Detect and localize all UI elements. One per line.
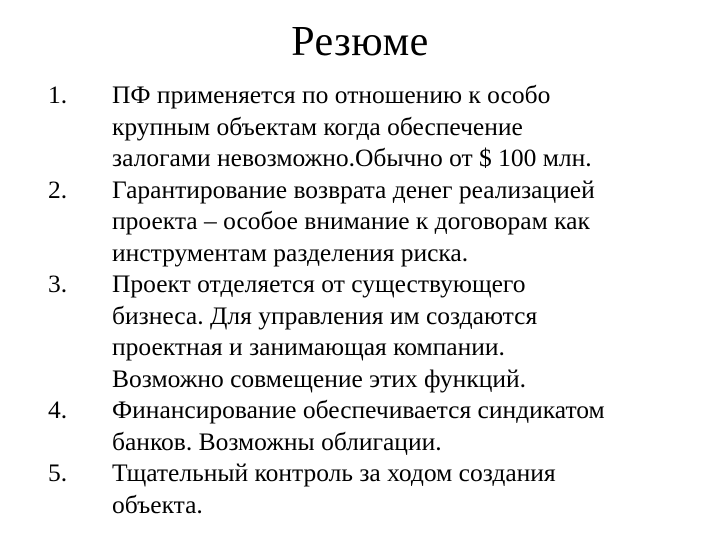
list-item-number: 3. bbox=[48, 269, 68, 298]
list-item bbox=[48, 394, 708, 457]
list-item-number: 2. bbox=[48, 174, 68, 204]
list-item-text bbox=[112, 268, 652, 394]
list-item-number: 5. bbox=[48, 458, 68, 487]
list-item-line: Финансирование обеспечивается синдикатом bbox=[112, 395, 605, 424]
list-item-line: проекта – особое внимание к договорам как bbox=[112, 206, 590, 235]
list-item-line: ПФ применяется по отношению к особо bbox=[112, 80, 551, 109]
list-item-line: Тщательный контроль за ходом создания bbox=[112, 458, 556, 487]
list-item-line: Гарантирование возврата денег реализацией bbox=[112, 174, 595, 204]
list-item-line: проектная и занимающая компании. bbox=[112, 332, 505, 361]
list-item-text bbox=[112, 79, 652, 174]
list-item-text bbox=[112, 457, 652, 520]
list-item-line: крупным объектам когда обеспечение bbox=[112, 111, 523, 141]
list-item-number: 4. bbox=[48, 395, 68, 424]
list-item bbox=[48, 457, 708, 520]
list-item bbox=[48, 174, 708, 269]
summary-list bbox=[48, 79, 708, 520]
list-item bbox=[48, 268, 708, 394]
list-item-text bbox=[112, 174, 652, 269]
list-item-line: залогами невозможно.Обычно от $ 100 млн. bbox=[112, 143, 592, 172]
list-item-line: Возможно совмещение этих функций. bbox=[112, 363, 527, 393]
list-item-line: инструментам разделения риска. bbox=[112, 237, 469, 267]
slide-title: Резюме bbox=[291, 19, 429, 65]
list-item-number: 1. bbox=[48, 80, 68, 109]
list-item-line: банков. Возможны облигации. bbox=[112, 426, 442, 456]
list-item-line: бизнеса. Для управления им создаются bbox=[112, 300, 538, 330]
list-item bbox=[48, 79, 708, 174]
list-item-line: объекта. bbox=[112, 489, 203, 519]
list-item-line: Проект отделяется от существующего bbox=[112, 269, 526, 298]
list-item-text bbox=[112, 394, 652, 457]
